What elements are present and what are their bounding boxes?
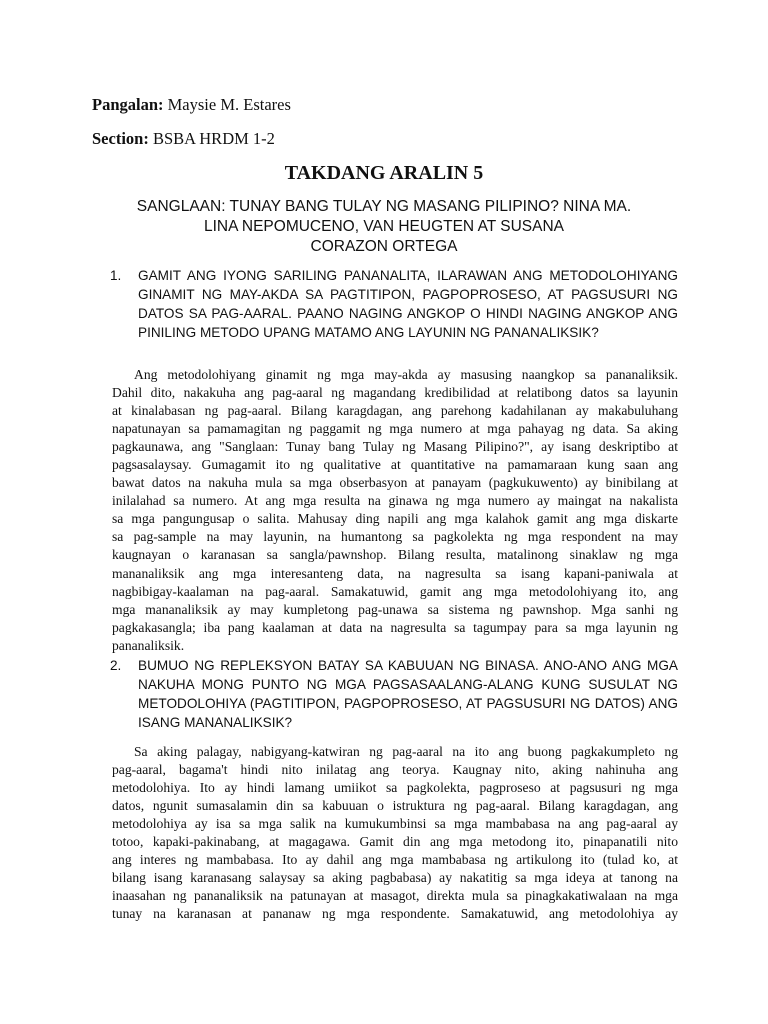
answer-line: at kinalabasan ng pag-aaral. Bilang karagdagan, ang parehong kadahilanan ay makabuluhang bbox=[112, 403, 678, 419]
document-subtitle bbox=[90, 197, 678, 257]
section-label: Section: bbox=[92, 129, 149, 148]
answer-line: Dahil dito, nakakuha ang pag-aaral ng magandang kredibilidad at relatibong datos sa layunin bbox=[112, 385, 678, 401]
document-title: TAKDANG ARALIN 5 bbox=[284, 162, 484, 184]
question-text: GAMIT ANG IYONG SARILING PANANALITA, ILARAWAN ANG METODOLOHIYANG GINAMIT NG MAY-AKDA SA PAGTITIPON, PAGPOPROSESO, AT PAGSUSURI NG DATOS SA PAG-AARAL. PAANO NAGING ANGKOP O HINDI NAGING ANGKOP ANG PINILING METODO UPANG MATAMO ANG LAYUNIN NG PANANALIKSIK? bbox=[138, 268, 678, 340]
answer-line: pananaliksik. bbox=[112, 637, 185, 653]
answer-line: bilang isang karanasang salaysay sa aking pagbabasa) ay nakatitig sa mga ideya at tanong na bbox=[112, 870, 678, 886]
subtitle-line: SANGLAAN: TUNAY BANG TULAY NG MASANG PILIPINO? NINA MA. bbox=[136, 198, 632, 215]
section-value: BSBA HRDM 1-2 bbox=[152, 129, 275, 148]
answer-2 bbox=[112, 743, 678, 923]
answer-line: datos, ngunit sumasalamin din sa kabuuan o istruktura ng pag-aaral. Bilang karagdagan, ang bbox=[112, 798, 678, 814]
subtitle-line: LINA NEPOMUCENO, VAN HEUGTEN AT SUSANA bbox=[203, 218, 565, 235]
answer-line: metodolohiya. Ito ay hindi lamang umiikot sa pagkolekta, pagproseso at pagsusuri ng mga bbox=[112, 780, 678, 796]
answer-line: metodolohiya ay isa sa mga salik na kumukumbinsi sa mga mambabasa na ang pag-aaral ay bbox=[112, 816, 678, 832]
question-1 bbox=[110, 266, 678, 342]
answer-line: pagkakasangla; iba pang kaalaman at data na nagresulta sa tagumpay para sa mga layunin ng bbox=[112, 619, 678, 635]
answer-line: nagbibigay-kaalaman na pag-aaral. Samakatuwid, gamit ang mga metodolohiyang ito, ang bbox=[112, 583, 678, 599]
answer-line: Ang metodolohiyang ginamit ng mga may-akda ay masusing naangkop sa pananaliksik. bbox=[134, 367, 678, 382]
subtitle-line: CORAZON ORTEGA bbox=[310, 238, 458, 255]
answer-line: sa pag-sample na may layunin, na humantong sa pagkolekta ng mga respondent na may bbox=[112, 529, 678, 545]
question-number: 1. bbox=[110, 268, 122, 283]
answer-line: bawat datos na nakuha mula sa mga obserbasyon at panayam (pagkukuwento) ay binibilang at bbox=[112, 475, 678, 491]
answer-line: napatunayan sa pamamagitan ng paggamit ng mga numero at mga pahayag ng data. Sa aking bbox=[112, 421, 678, 437]
question-2 bbox=[110, 656, 678, 732]
answer-line: pagkaunawa, ang "Sanglaan: Tunay bang Tulay ng Masang Pilipino?", ay isang deskriptibo at bbox=[112, 439, 678, 455]
answer-line: totoo, kapaki-pakinabang, at magagawa. Gamit din ang mga metodong ito, pinapanatili nito bbox=[112, 834, 678, 850]
name-label: Pangalan: bbox=[92, 95, 164, 114]
question-text: BUMUO NG REPLEKSYON BATAY SA KABUUAN NG BINASA. ANO-ANO ANG MGA NAKUHA MONG PUNTO NG MGA PAGSASAALANG-ALANG KUNG SUSULAT NG METODOLOHIYA (PAGTITIPON, PAGPOPROSESO, AT PAGSUSURI NG DATOS) ANG ISANG MANANALIKSIK? bbox=[138, 658, 678, 730]
answer-1 bbox=[112, 366, 678, 655]
name-value: Maysie M. Estares bbox=[167, 95, 291, 114]
answer-line: mananaliksik ang mga interesanteng data, na nagresulta sa isang kapani-paniwala at bbox=[112, 565, 678, 581]
answer-line: kaugnayan o karanasan sa sangla/pawnshop. Bilang resulta, matalinong sinaklaw ng mga bbox=[112, 547, 678, 563]
answer-line: pagsasalaysay. Gumagamit ito ng qualitative at quantitative na pamamaraan kung saan ang bbox=[112, 457, 678, 473]
answer-line: ang interes ng mambabasa. Ito ay dahil ang mga mambabasa ng artikulong ito (tulad ko, at bbox=[112, 852, 678, 868]
answer-line: Sa aking palagay, nabigyang-katwiran ng pag-aaral na ito ang buong pagkakumpleto ng bbox=[134, 744, 678, 759]
section-field bbox=[92, 129, 275, 149]
answer-line: inaasahan ng pananaliksik na patunayan at masagot, direkta mula sa pinagkakatiwalaan na mga bbox=[112, 888, 678, 904]
answer-line: sa mga pangungusap o salita. Mahusay ding napili ang mga kalahok gamit ang mga diskarte bbox=[112, 511, 678, 527]
answer-line: mga mananaliksik ay may kumpletong pag-unawa sa sistema ng pawnshop. Mga sanhi ng bbox=[112, 601, 678, 617]
answer-line: pag-aaral, bagama't hindi nito inilatag ang teorya. Kaugnay nito, aking nahinuha ang bbox=[112, 762, 678, 778]
answer-line: tunay na karanasan at pananaw ng mga respondente. Samakatuwid, ang metodolohiya ay bbox=[112, 906, 678, 922]
answer-line: inilalahad sa numero. At ang mga resulta na ginawa ng mga numero ay maingat na nakalista bbox=[112, 493, 678, 509]
name-field bbox=[92, 95, 291, 115]
question-number: 2. bbox=[110, 658, 122, 673]
